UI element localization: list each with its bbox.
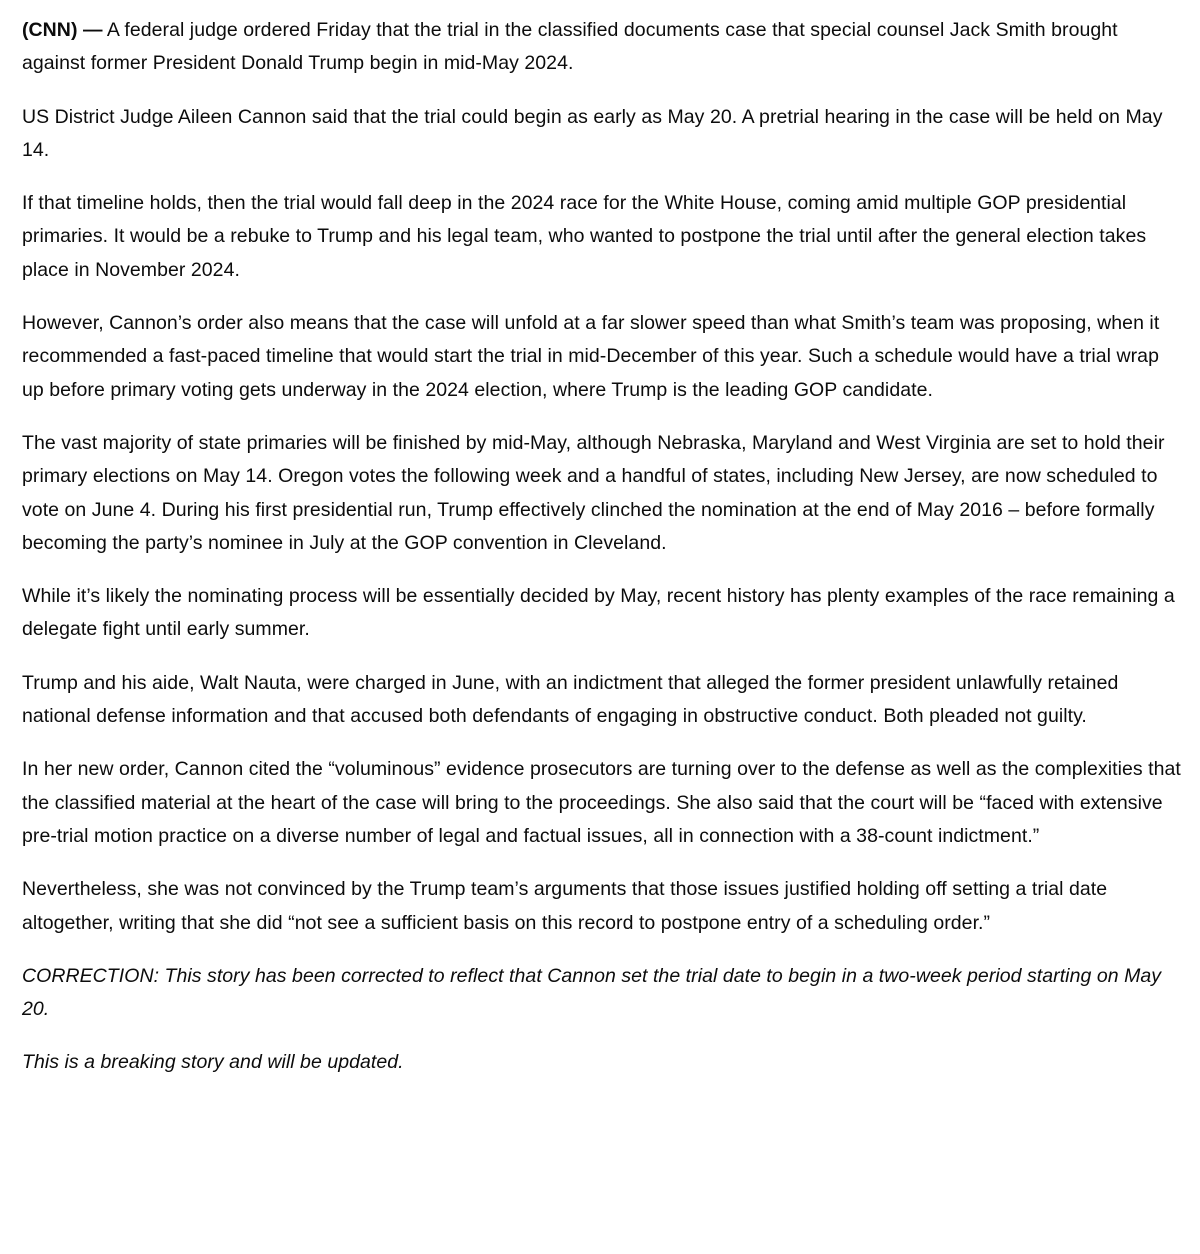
paragraph: Trump and his aide, Walt Nauta, were charged in June, with an indictment that alleged the former president unlawfully retained national defense information and that accused both defendants of engaging in obstructive conduct. Both pleaded not guilty. [22,671,1119,728]
paragraph: However, Cannon’s order also means that the case will unfold at a far slower speed than what Smith’s team was proposing, when it recommended a fast-paced timeline that would start the trial in mid-December of this year. Such a schedule would have a trial wrap up before primary voting gets underway in the 2024 election, where Trump is the leading GOP candidate. [22,312,1160,401]
article-body [22,14,1182,1100]
paragraph: The vast majority of state primaries will be finished by mid-May, although Nebraska, Maryland and West Virginia are set to hold their primary elections on May 14. Oregon votes the following week and a handful of states, including New Jersey, are now scheduled to vote on June 4. During his first presidential run, Trump effectively clinched the nomination at the end of May 2016 – before formally becoming the party’s nominee in July at the GOP convention in Cleveland. [22,431,1165,554]
paragraph: While it’s likely the nominating process will be essentially decided by May, recent history has plenty examples of the race remaining a delegate fight until early summer. [22,585,1175,641]
paragraph: US District Judge Aileen Cannon said that the trial could begin as early as May 20. A pretrial hearing in the case will be held on May 14. [22,105,1163,161]
paragraph: In her new order, Cannon cited the “voluminous” evidence prosecutors are turning over to the defense as well as the complexities that the classified material at the heart of the case will bring to the proceedings. She also said that the court will be “faced with extensive pre-trial motion practice on a diverse number of legal and factual issues, all in connection with a 38-count indictment.” [22,758,1181,847]
correction-note: CORRECTION: This story has been corrected to reflect that Cannon set the trial date to begin in a two-week period starting on May 20. [22,964,1162,1021]
breaking-story-note: This is a breaking story and will be updated. [22,1051,404,1074]
paragraph: Nevertheless, she was not convinced by the Trump team’s arguments that those issues justified holding off setting a trial date altogether, writing that she did “not see a sufficient basis on this record to postpone entry of a scheduling order.” [22,878,1108,934]
paragraph: If that timeline holds, then the trial would fall deep in the 2024 race for the White House, coming amid multiple GOP presidential primaries. It would be a rebuke to Trump and his legal team, who wanted to postpone the trial until after the general election takes place in November 2024. [22,192,1147,281]
dateline: (CNN) — [22,19,103,41]
paragraph-text: A federal judge ordered Friday that the trial in the classified documents case that special counsel Jack Smith brought against former President Donald Trump begin in mid-May 2024. [22,19,1118,75]
paragraph-lead [22,14,1182,81]
